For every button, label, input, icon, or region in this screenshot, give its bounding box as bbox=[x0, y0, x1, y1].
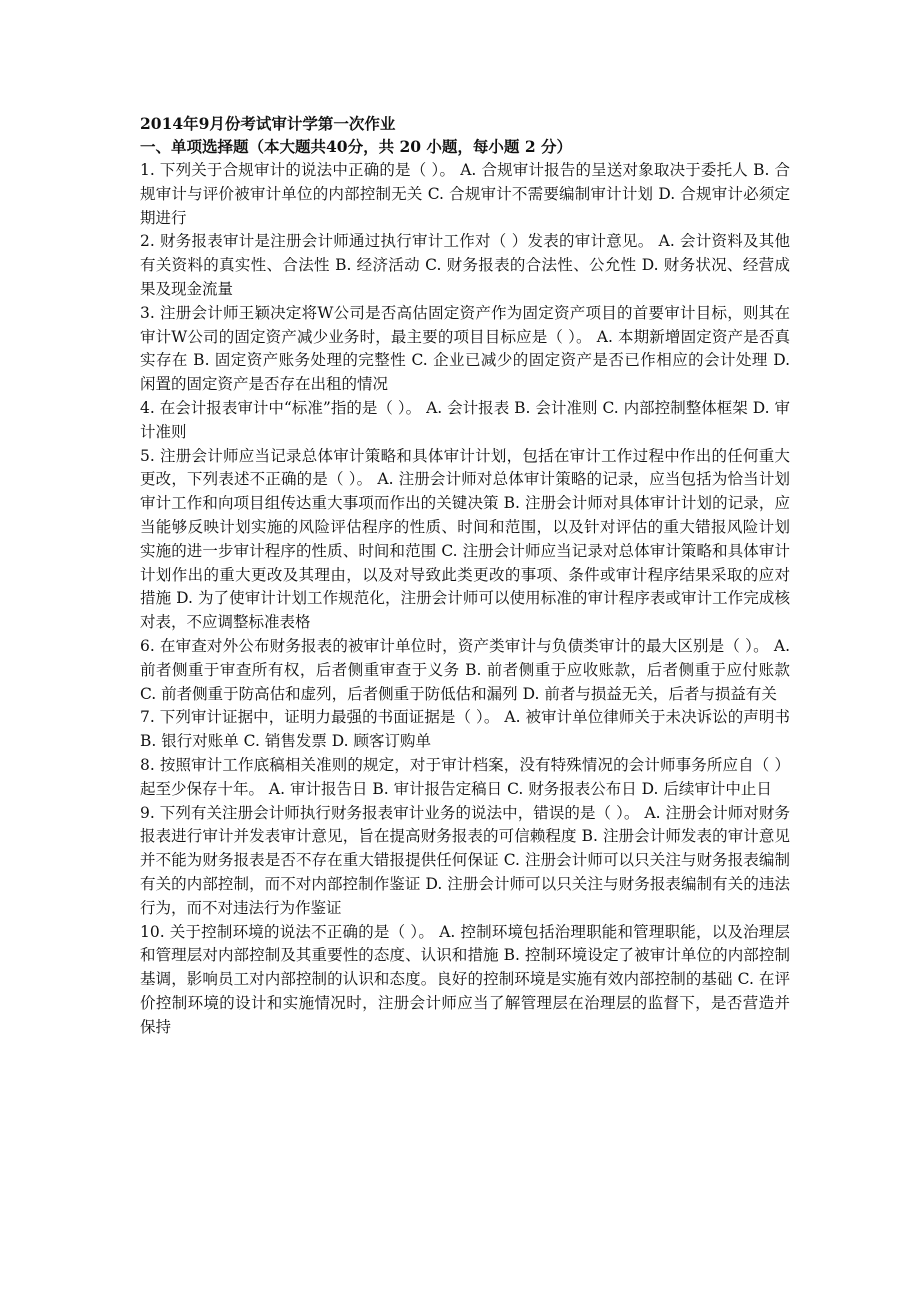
section-heading: 一、单项选择题（本大题共40分，共 20 小题，每小题 2 分） bbox=[140, 137, 573, 156]
question-8: 8. 按照审计工作底稿相关准则的规定，对于审计档案，没有特殊情况的会计师事务所应自（ ）起至少保存十年。 A. 审计报告日 B. 审计报告定稿日 C. 财务报表公布日 D. 后续审计中止日 bbox=[140, 755, 790, 798]
question-2: 2. 财务报表审计是注册会计师通过执行审计工作对（ ）发表的审计意见。 A. 会计资料及其他有关资料的真实性、合法性 B. 经济活动 C. 财务报表的合法性、公允性 D. 财务状况、经营成果及现金流量 bbox=[140, 232, 790, 298]
question-6: 6. 在审查对外公布财务报表的被审计单位时，资产类审计与负债类审计的最大区别是（ ）。 A. 前者侧重于审查所有权，后者侧重审查于义务 B. 前者侧重于应收账款，后者侧重于应付账款 C. 前者侧重于防高估和虚列，后者侧重于防低估和漏列 D. 前者与损益无关，后者与损益有关 bbox=[140, 636, 790, 703]
question-10: 10. 关于控制环境的说法不正确的是（ ）。 A. 控制环境包括治理职能和管理职能，以及治理层和管理层对内部控制及其重要性的态度、认识和措施 B. 控制环境设定了被审计单位的内部控制基调，影响员工对内部控制的认识和态度。良好的控制环境是实施有效内部控制的基础 C. 在评价控制环境的设计和实施情况时，注册会计师应当了解管理层在治理层的监督下，是否营造并保持 bbox=[140, 922, 790, 1036]
question-4: 4. 在会计报表审计中“标准”指的是（ ）。 A. 会计报表 B. 会计准则 C. 内部控制整体框架 D. 审计准则 bbox=[140, 398, 790, 441]
question-3: 3. 注册会计师王颖决定将W公司是否高估固定资产作为固定资产项目的首要审计目标，则其在审计W公司的固定资产减少业务时，最主要的项目目标应是（ ）。 A. 本期新增固定资产是否真实存在 B. 固定资产账务处理的完整性 C. 企业已减少的固定资产是否已作相应的会计处理 D. 闲置的固定资产是否存在出租的情况 bbox=[140, 303, 790, 394]
question-1: 1. 下列关于合规审计的说法中正确的是（ ）。 A. 合规审计报告的呈送对象取决于委托人 B. 合规审计与评价被审计单位的内部控制无关 C. 合规审计不需要编制审计计划 D. 合规审计必须定期进行 bbox=[140, 161, 790, 227]
question-9: 9. 下列有关注册会计师执行财务报表审计业务的说法中，错误的是（ ）。 A. 注册会计师对财务报表进行审计并发表审计意见，旨在提高财务报表的可信赖程度 B. 注册会计师发表的审计意见并不能为财务报表是否不存在重大错报提供任何保证 C. 注册会计师可以只关注与财务报表编制有关的内部控制，而不对内部控制作鉴证 D. 注册会计师可以只关注与财务报表编制有关的违法行为，而不对违法行为作鉴证 bbox=[140, 803, 790, 917]
document-title: 2014年9月份考试审计学第一次作业 bbox=[140, 114, 396, 133]
question-5: 5. 注册会计师应当记录总体审计策略和具体审计计划，包括在审计工作过程中作出的任何重大更改，下列表述不正确的是（ ）。 A. 注册会计师对总体审计策略的记录，应当包括为恰当计划审计工作和向项目组传达重大事项而作出的关键决策 B. 注册会计师对具体审计计划的记录，应当能够反映计划实施的风险评估程序的性质、时间和范围，以及针对评估的重大错报风险计划实施的进一步审计程序的性质、时间和范围 C. 注册会计师应当记录对总体审计策略和具体审计计划作出的重大更改及其理由，以及对导致此类更改的事项、条件或审计程序结果采取的应对措施 D. 为了使审计计划工作规范化，注册会计师可以使用标准的审计程序表或审计工作完成核对表，不应调整标准表格 bbox=[140, 446, 790, 632]
question-7: 7. 下列审计证据中，证明力最强的书面证据是（ ）。 A. 被审计单位律师关于未决诉讼的声明书 B. 银行对账单 C. 销售发票 D. 顾客订购单 bbox=[140, 708, 790, 751]
document-page bbox=[140, 113, 790, 1039]
